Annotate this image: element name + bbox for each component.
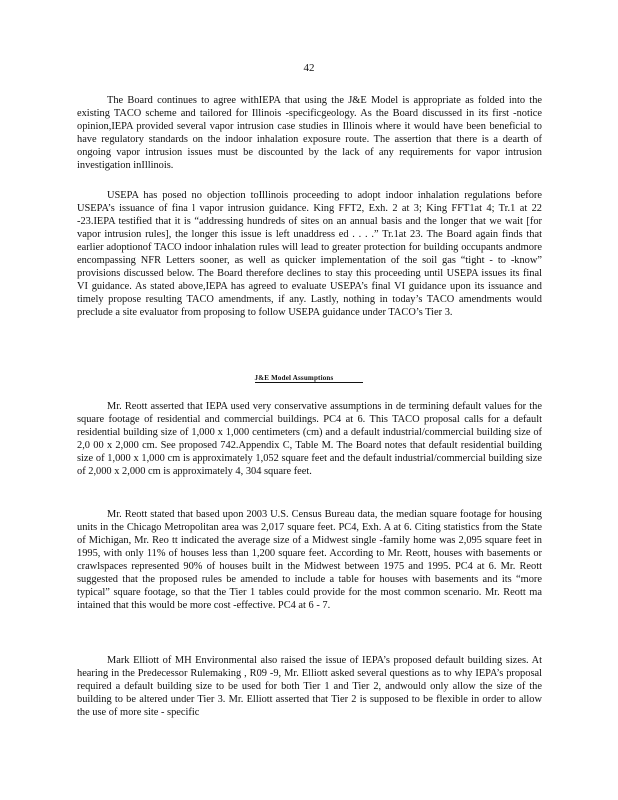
paragraph-board-agrees-je-model: The Board continues to agree withIEPA that using the J&E Model is appropriate as folded into the existing TACO scheme and tailored for Illinois -specificgeology. As the Board discussed in its first -notice opinion,IEPA provided several vapor intrusion case studies in Illinois where it would have been beneficial to have regulatory standards on the indoor inhalation exposure route. The assertion that there is a dearth of ongoing vapor intrusion issues must be discounted by the lack of any requirements for vapor intrusion investigation inIllinois. [77,95,542,171]
page-number: 42 [303,62,315,74]
paragraph-reott-conservative-assumptions: Mr. Reott asserted that IEPA used very conservative assumptions in de termining default values for the square footage of residential and commercial buildings. PC4 at 6. This TACO proposal calls for a default residential building size of 1,000 x 1,000 centimeters (cm) and a default industrial/commercial building size of 2,0 00 x 2,000 cm. See proposed 742.Appendix C, Table M. The Board notes that default residential building size of 1,000 x 1,000 cm is approximately 1,052 square feet and the default industrial/commercial building size of 2,000 x 2,000 cm is approximately 4, 304 square feet. [77,401,542,477]
paragraph-usepa-no-objection: USEPA has posed no objection toIllinois proceeding to adopt indoor inhalation regulations before USEPA’s issuance of fina l vapor intrusion guidance. King FFT2, Exh. 2 at 3; King FFT1at 4; Tr.1 at 22 -23.IEPA testified that it is “addressing hundreds of sites on an annual basis and the longer that we wait [for vapor intrusion rules], the longer this issue is left unaddress ed . . . .” Tr.1at 23. The Board again finds that earlier adoptionof TACO indoor inhalation rules will lead to greater protection for building occupants andmore encompassing NFR Letters sooner, as well as quicker implementation of the soil gas “tight - to -know” provisions discussed below. The Board therefore declines to stay this proceeding until USEPA issues its final VI guidance. As stated above,IEPA has agreed to evaluate USEPA’s final VI guidance upon its issuance and timely propose resulting TACO amendments, if any. Lastly, nothing in today’s TACO amendments would preclude a site evaluator from proposing to follow USEPA guidance under TACO’s Tier 3. [77,190,542,318]
paragraph-reott-census-data: Mr. Reott stated that based upon 2003 U.S. Census Bureau data, the median square footage for housing units in the Chicago Metropolitan area was 2,017 square feet. PC4, Exh. A at 6. Citing statistics from the State of Michigan, Mr. Reo tt indicated the average size of a Midwest single -family home was 2,095 square feet in 1995, with only 11% of houses less than 1,200 square feet. According to Mr. Reott, houses with basements or crawlspaces represented 90% of houses built in the Midwest between 1975 and 1995. PC4 at 6. Mr. Reott suggested that the proposed rules be amended to include a table for houses with basements and its “more typical” square footage, so that the Tier 1 tables could provide for the most common scenario. Mr. Reott ma intained that this would be more cost -effective. PC4 at 6 - 7. [77,509,542,611]
section-heading: J&E Model Assumptions [0,374,618,382]
paragraph-elliott-building-sizes: Mark Elliott of MH Environmental also raised the issue of IEPA’s proposed default building sizes. At hearing in the Predecessor Rulemaking , R09 -9, Mr. Elliott asked several questions as to why IEPA’s proposal required a default building size to be used for both Tier 1 and Tier 2, andwould only allow the size of the building to be altered under Tier 3. Mr. Elliott asserted that Tier 2 is supposed to be flexible in order to allow the use of more site - specific [77,655,542,718]
